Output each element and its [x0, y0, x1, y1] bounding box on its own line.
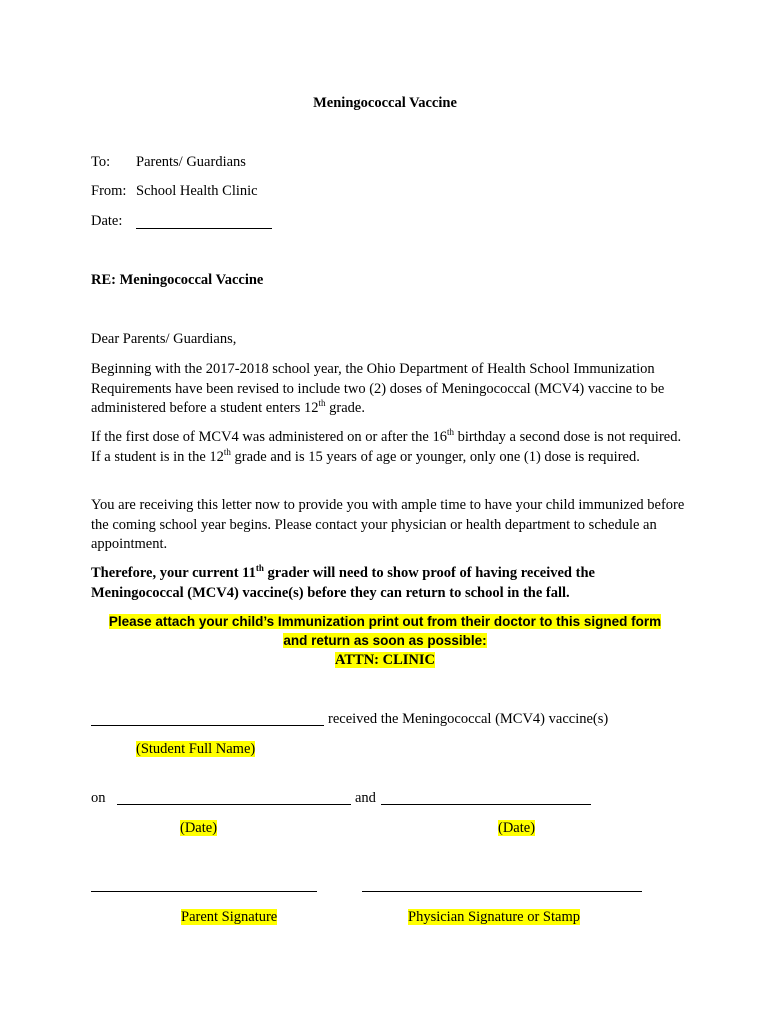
to-value: Parents/ Guardians: [136, 154, 246, 170]
parent-signature-line[interactable]: [91, 891, 317, 892]
to-label: To:: [91, 154, 111, 170]
paragraph-dose-rules: If the first dose of MCV4 was administered on or after the 16th birthday a second dose is not required. If a student is in the 12th grade and is 15 years of age or younger, only one (1) dose is required.: [91, 427, 682, 465]
attach-instruction-line1: Please attach your child’s Immunization print out from their doctor to this signed form: [108, 614, 662, 629]
received-text: received the Meningococcal (MCV4) vaccine(s): [328, 711, 609, 727]
physician-signature-label: Physician Signature or Stamp: [408, 909, 580, 925]
paragraph-requirements: Beginning with the 2017-2018 school year, the Ohio Department of Health School Immunization Requirements have been revised to include two (2) doses of Meningococcal (MCV4) vaccine to be administered before a student enters 12th grade.: [91, 361, 665, 417]
salutation: Dear Parents/ Guardians,: [91, 331, 237, 347]
date-line[interactable]: [136, 228, 272, 229]
date1-label: (Date): [180, 820, 218, 836]
parent-signature-label: Parent Signature: [181, 909, 278, 925]
student-name-label: (Student Full Name): [136, 741, 256, 757]
paragraph-proof-required: Therefore, your current 11th grader will need to show proof of having received the Meningococcal (MCV4) vaccine(s) before they can return to school in the fall.: [91, 563, 595, 601]
date2-line[interactable]: [381, 804, 591, 805]
date1-line[interactable]: [117, 804, 351, 805]
and-label: and: [355, 790, 376, 806]
student-name-line[interactable]: [91, 725, 324, 726]
re-line: RE: Meningococcal Vaccine: [91, 272, 264, 288]
attn-clinic: ATTN: CLINIC: [334, 652, 436, 668]
date-label: Date:: [91, 213, 123, 229]
document-title: Meningococcal Vaccine: [313, 95, 457, 111]
paragraph-notice: You are receiving this letter now to provide you with ample time to have your child immunized before the coming school year begins. Please contact your physician or health department to schedule an appointment.: [91, 497, 685, 553]
from-label: From:: [91, 183, 127, 199]
from-value: School Health Clinic: [136, 183, 258, 199]
attach-instruction-line2: and return as soon as possible:: [283, 633, 487, 648]
on-label: on: [91, 790, 106, 806]
physician-signature-line[interactable]: [362, 891, 642, 892]
date2-label: (Date): [498, 820, 536, 836]
